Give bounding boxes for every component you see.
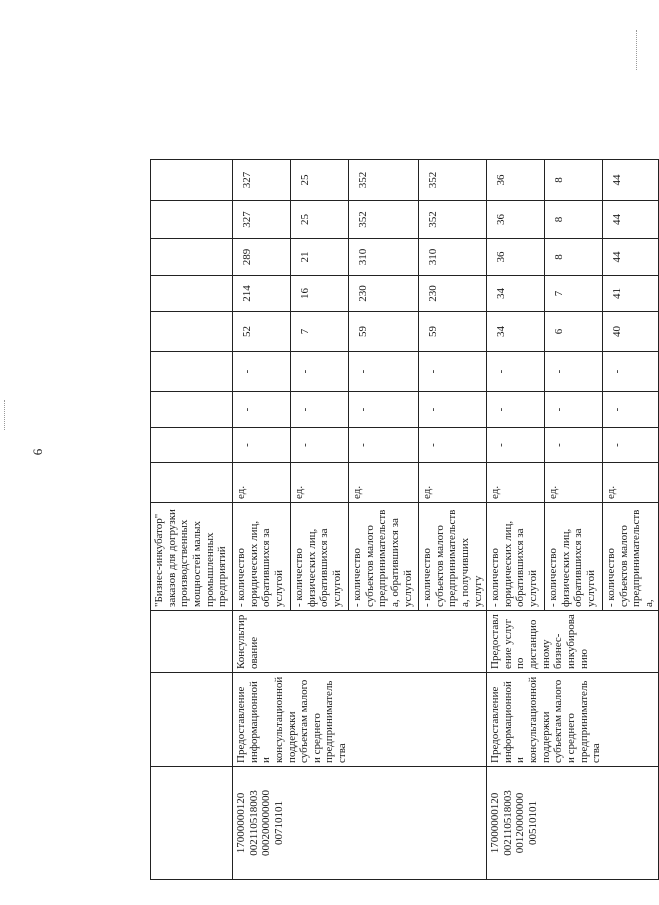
value-cell: 52 (233, 312, 291, 352)
page-number: 6 (30, 448, 45, 456)
value-cell: 310 (419, 239, 487, 276)
value-cell: 6 (545, 312, 603, 352)
cell-empty (151, 201, 233, 239)
unit-cell: ед. (419, 463, 487, 503)
value-cell: 36 (487, 239, 545, 276)
value-cell: 34 (487, 276, 545, 312)
table-row (487, 160, 545, 880)
value-cell: - (233, 428, 291, 463)
indicator-cell: "Бизнес-инкубатор" заказов для догрузки производственных мощностей малых промышленных предприятий (151, 503, 233, 611)
indicator-cell: - количество физических лиц, обратившихся за услугой (291, 503, 349, 611)
value-cell: 352 (419, 160, 487, 201)
indicator-cell: - количество субъектов малого предпринимательства, обратившихся за услугой (349, 503, 419, 611)
value-cell: 40 (603, 312, 659, 352)
value-cell: 327 (233, 160, 291, 201)
value-cell: - (603, 352, 659, 392)
value-cell: - (291, 392, 349, 428)
value-cell: - (419, 428, 487, 463)
header-row (151, 160, 233, 880)
value-cell: 310 (349, 239, 419, 276)
value-cell: 21 (291, 239, 349, 276)
value-cell: 59 (349, 312, 419, 352)
value-cell: 59 (419, 312, 487, 352)
value-cell: - (349, 428, 419, 463)
value-cell: - (233, 352, 291, 392)
value-cell: - (487, 392, 545, 428)
value-cell: - (545, 428, 603, 463)
indicator-cell: - количество юридических лиц, обратившихся за услугой (487, 503, 545, 611)
unit-cell: ед. (291, 463, 349, 503)
value-cell: 34 (487, 312, 545, 352)
cell-empty (151, 611, 233, 673)
unit-cell: ед. (545, 463, 603, 503)
scan-mark (4, 400, 5, 430)
cell-empty (151, 352, 233, 392)
cell-empty (151, 239, 233, 276)
value-cell: 230 (419, 276, 487, 312)
cell-empty (151, 463, 233, 503)
service-name-cell: Предоставление информационной и консультационной поддержки субъектам малого и среднего предпринимательства (487, 673, 659, 767)
cell-empty (151, 160, 233, 201)
services-table (150, 159, 659, 880)
table-wrapper (150, 171, 656, 880)
value-cell: - (291, 352, 349, 392)
value-cell: 8 (545, 201, 603, 239)
value-cell: - (349, 392, 419, 428)
value-cell: 327 (233, 201, 291, 239)
cell-empty (151, 392, 233, 428)
value-cell: 230 (349, 276, 419, 312)
unit-cell: ед. (603, 463, 659, 503)
value-cell: - (545, 392, 603, 428)
value-cell: - (545, 352, 603, 392)
value-cell: 36 (487, 201, 545, 239)
value-cell: 36 (487, 160, 545, 201)
scan-mark (636, 30, 637, 70)
service-name-cell: Предоставление информационной и консультационной поддержки субъектам малого и среднего предпринимательства (233, 673, 487, 767)
cell-empty (151, 312, 233, 352)
value-cell: - (603, 392, 659, 428)
value-cell: 7 (545, 276, 603, 312)
cell-empty (151, 428, 233, 463)
value-cell: - (349, 352, 419, 392)
table-row (233, 160, 291, 880)
value-cell: - (233, 392, 291, 428)
indicator-cell: - количество субъектов малого предпринимательства, получивших услугу (419, 503, 487, 611)
value-cell: 25 (291, 201, 349, 239)
value-cell: 352 (349, 160, 419, 201)
unit-cell: ед. (349, 463, 419, 503)
unit-cell: ед. (487, 463, 545, 503)
cell-empty (151, 673, 233, 767)
value-cell: - (419, 392, 487, 428)
value-cell: - (419, 352, 487, 392)
unit-cell: ед. (233, 463, 291, 503)
value-cell: 44 (603, 201, 659, 239)
value-cell: - (487, 428, 545, 463)
service-content-cell: Консультирование (233, 611, 487, 673)
registry-code-cell: 17000000120 002110518003 000200000000 00710101 (233, 767, 487, 880)
value-cell: 8 (545, 239, 603, 276)
indicator-cell: - количество субъектов малого предпринимательства, (603, 503, 659, 611)
value-cell: 7 (291, 312, 349, 352)
value-cell: 289 (233, 239, 291, 276)
value-cell: 16 (291, 276, 349, 312)
service-content-cell: Предоставление услуг по дистанционному бизнес-инкубированию (487, 611, 659, 673)
indicator-cell: - количество юридических лиц, обратившихся за услугой (233, 503, 291, 611)
value-cell: - (603, 428, 659, 463)
registry-code-cell: 17000000120 002110518003 00120000000 00510101 (487, 767, 659, 880)
cell-empty (151, 767, 233, 880)
value-cell: - (487, 352, 545, 392)
value-cell: 352 (419, 201, 487, 239)
value-cell: 25 (291, 160, 349, 201)
value-cell: 352 (349, 201, 419, 239)
value-cell: 44 (603, 239, 659, 276)
value-cell: 44 (603, 160, 659, 201)
value-cell: 41 (603, 276, 659, 312)
indicator-cell: - количество физических лиц, обратившихся за услугой (545, 503, 603, 611)
value-cell: 214 (233, 276, 291, 312)
cell-empty (151, 276, 233, 312)
value-cell: - (291, 428, 349, 463)
value-cell: 8 (545, 160, 603, 201)
